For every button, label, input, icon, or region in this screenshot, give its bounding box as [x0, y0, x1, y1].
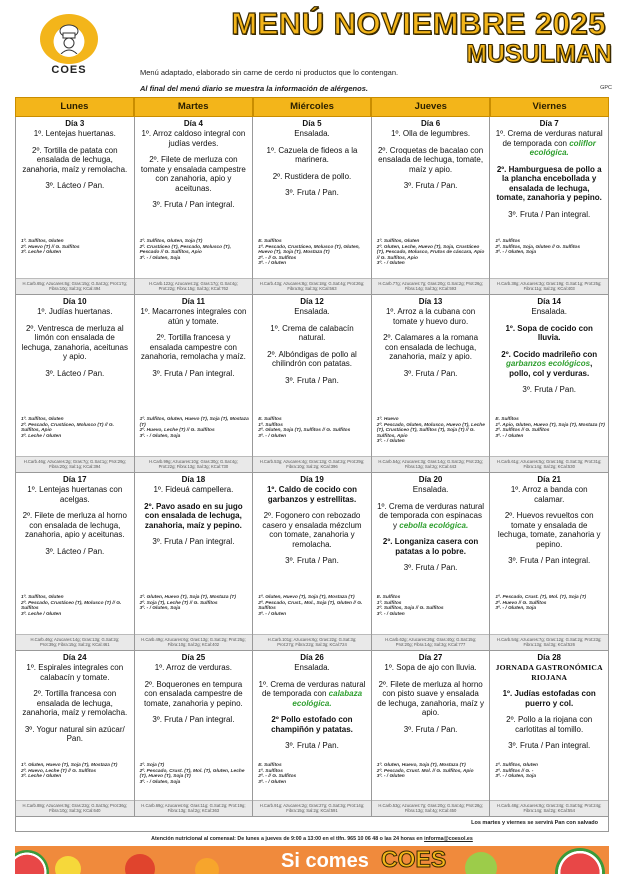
dish-text: 1º. Judías huertanas.: [37, 307, 113, 316]
dish-line: [258, 307, 366, 317]
eco-ingredient: coliflor ecológica.: [529, 138, 596, 157]
allergen-info: 1º. Gluten, Huevo (T), Soja (T), Mostaza (T) 2º. Pescado, Crust., Mol., Soja (T), Gluten // G. Sulfitos 3º. - / Gluten: [258, 595, 363, 617]
dish-text: 3º. Lácteo / Pan.: [45, 181, 105, 190]
dish-line: [140, 502, 248, 531]
dish-text: 1º. Crema de verduras natural de temporada con: [495, 129, 603, 148]
dish-text: 2º. Boquerones en tempura con ensalada campestre de tomate, zanahoria y pepino.: [144, 679, 243, 708]
day-number: Día 10: [63, 297, 87, 306]
week-row: [15, 473, 609, 651]
contact-email[interactable]: informa@coesol.es: [424, 836, 473, 842]
dish-text: 3º. Fruta / Pan.: [403, 563, 458, 572]
allergen-info: 1º. Gluten, Huevo (T), Soja (T), Mostaza (T) 2º. Soja (T), Leche (T) // G. Sulfitos 3º. - / Gluten, Soja: [139, 595, 236, 612]
day-cell: [490, 117, 609, 295]
nutrition-info: H.Carb.91g; Azucares:2g; Gras:27g; G.Sat:3g; Prot:14g; Fibra:15g; Sal:2g; KCal:591: [253, 800, 371, 816]
dish-line: [21, 663, 129, 682]
dish-text: 2º. Filete de merluza con tomate y ensalada campestre con zanahoria, apio y aceitunas.: [140, 155, 246, 193]
nutrition-info: H.Carb.46g; Azucares:2g; Gras:7g; G.Sat:1g; Prot:29g; Fibra:20g; Sal:1g; KCal:394: [16, 456, 134, 472]
dish-text: 3º. Fruta / Pan integral.: [508, 209, 591, 219]
dish-line: [495, 741, 603, 751]
dish-line: [21, 146, 129, 175]
dish-line: [140, 200, 248, 210]
dish-line: [495, 385, 603, 395]
dish-text: 1º. Lentejas huertanas.: [33, 129, 116, 138]
melon-icon: [465, 852, 497, 874]
weekday-header: Lunes: [15, 97, 134, 117]
nutrition-info: H.Carb.54g; Azucares:3g; Gras:14g; G.Sat:2g; Prot:23g; Fibra:13g; Sal:2g; KCal:443: [372, 456, 490, 472]
dish-text: 1º. Olla de legumbres.: [391, 129, 471, 138]
eco-ingredient: calabaza ecológica.: [292, 689, 363, 708]
dish-line: [377, 181, 485, 191]
dish-line: [377, 146, 485, 175]
day-number: Día 19: [300, 475, 324, 484]
dish-text: 1º. Lentejas huertanas con acelgas.: [27, 485, 123, 504]
allergen-info: 1º. Soja (T) 2º. Pescado, Crust. (T), Mol. (T), Gluten, Leche (T), Huevo (T), Soja (T) 3º. - / Gluten, Soja: [139, 763, 245, 785]
day-cell: [490, 651, 609, 817]
dish-line: [140, 715, 248, 725]
dish-line: [258, 146, 366, 165]
allergen-info: 1º. Sulfitos, Gluten, Huevo (T), Soja (T), Mostaza (T) 2º. Huevo, Leche (T) // G. Sulfitos 3º. - / Gluten, Soja: [139, 417, 249, 439]
day-number: Día 25: [181, 653, 206, 662]
allergen-info: E. Sulfitos 1º. Sulfitos 2º. Sulfitos, Soja // G. Sulfitos 3º. - / Gluten: [376, 595, 444, 617]
allergen-note: Al final del menú diario se muestra la información de alérgenos.: [140, 84, 368, 93]
allergen-info: 1º. Sulfitos, Gluten 2º. Gluten, Leche, Huevo (T), Soja, Crustáceo (T), Pescado, Molusco, Frutos de cáscara, Apio // G. Sulfitos, Apio 3º. - / Gluten: [376, 239, 485, 267]
dish-line: [21, 324, 129, 362]
day-cell: [490, 473, 609, 651]
dish-line: [377, 485, 485, 495]
dish-line: [495, 715, 603, 734]
day-cell: [135, 473, 254, 651]
week-row: [15, 117, 609, 295]
dish-text: 2º. Tortilla francesa con ensalada de lechuga, zanahoria, maíz y remolacha.: [22, 689, 128, 717]
dish-line: [140, 333, 248, 362]
dish-text: 2º. Calamares a la romana con ensalada de lechuga, zanahoria, maíz y apio.: [383, 333, 479, 361]
day-number: Día 12: [300, 297, 324, 306]
dish-text: 3º. Fruta / Pan integral.: [152, 200, 235, 209]
day-cell: [372, 117, 491, 295]
contact-line: [15, 836, 609, 842]
dish-line: [258, 188, 366, 198]
dish-line: [495, 210, 603, 220]
dish-line: [258, 172, 366, 182]
day-number: Día 6: [421, 119, 441, 128]
weekday-header-row: [15, 97, 609, 117]
day-number: Día 14: [537, 297, 561, 306]
bread-note: Los martes y viernes se servirá Pan con salvado: [15, 816, 609, 832]
weekday-header: Martes: [134, 97, 253, 117]
nutrition-info: H.Carb.77g; Azucares:7g; Gras:20g; G.Sat:2g; Prot:26g; Fibra:14g; Sal:3g; KCal:593: [372, 278, 490, 294]
dish-line: [258, 511, 366, 549]
dish-line: [495, 129, 603, 158]
menu-subtitle: MUSULMAN: [466, 40, 612, 68]
weekday-header: Viernes: [490, 97, 609, 117]
day-cell: [16, 295, 135, 473]
day-cell: [372, 473, 491, 651]
day-number: Día 4: [183, 119, 203, 128]
day-number: Día 11: [181, 297, 205, 306]
dish-line: [495, 511, 603, 549]
allergen-info: E. Sulfitos 1º. Pescado, Crustáceo, Molusco (T), Gluten, Huevo (T), Soja (T), Mostaza (T) 2º. - // G. Sulfitos 3º. - / Gluten: [258, 239, 360, 267]
day-cell: [16, 117, 135, 295]
dish-line: [21, 369, 129, 379]
dish-text: 2º. Pollo a la riojana con carlotitas al tomillo.: [506, 715, 593, 734]
lemon-icon: [55, 856, 81, 874]
dish-line: [377, 502, 485, 531]
eco-ingredient: garbanzos ecológicos: [506, 359, 591, 368]
dish-text: 2º Pollo estofado con champiñón y patatas.: [271, 715, 353, 734]
allergen-info: 1º. Sulfitos, Gluten 2º. Pescado, Crustáceo, Molusco (T) // G. Sulfitos, Apio 3º. Leche / Gluten: [21, 417, 114, 439]
allergen-info: 1º. Sulfitos 2º. Sulfitos, Soja, Gluten // G. Sulfitos 3º. - / Gluten, Soja: [495, 239, 581, 256]
dish-text: Ensalada.: [294, 307, 330, 316]
logo-text: COES: [51, 64, 87, 76]
dish-line: [258, 376, 366, 386]
dish-line: [258, 485, 366, 504]
dish-line: [377, 725, 485, 735]
dish-line: [140, 680, 248, 709]
day-number: Día 21: [537, 475, 561, 484]
dish-line: [140, 485, 248, 495]
day-cell: [253, 651, 372, 817]
dish-line: [377, 129, 485, 139]
gpc-label: GPC: [600, 85, 612, 91]
dish-line: [377, 563, 485, 573]
allergen-info: 1º. Pescado, Crust. (T), Mol. (T), Soja (T) 2º. Huevo // G. Sulfitos 3º. - / Gluten, Soja: [495, 595, 587, 612]
dish-line: [377, 680, 485, 718]
dish-text: 2º. Albóndigas de pollo al chilindrón con patatas.: [267, 349, 357, 368]
dish-text: 2º. Filete de merluza al horno con ensalada de lechuga, zanahoria, apio y aceitunas.: [22, 511, 127, 539]
nutrition-info: H.Carb.48g; Azucares:8g; Gras:24g; G.Sat:5g; Prot:24g; Fibra:14g; Sal:2g; KCal:554: [490, 800, 608, 816]
dish-text: Ensalada.: [294, 129, 330, 138]
dish-text: 1º. Caldo de cocido con garbanzos y estrellitas.: [266, 485, 358, 504]
dish-text: 2º. Tortilla de patata con ensalada de lechuga, zanahoria, maíz y remolacha.: [22, 145, 128, 174]
allergen-info: 1º. Gluten, Huevo (T), Soja (T), Mostaza (T) 2º. Huevo, Leche (T) // G. Sulfitos 3º. Leche / Gluten: [21, 763, 118, 780]
dish-line: [21, 689, 129, 718]
dish-text: 2º. Rustidera de pollo.: [272, 171, 352, 181]
day-cell: [135, 295, 254, 473]
tomato-icon: [125, 854, 155, 874]
dish-text: 3º. Fruta / Pan integral.: [152, 715, 235, 724]
allergen-info: 1º. Sulfitos, Gluten 2º. Pescado, Crustáceo (T), Molusco (T) // G. Sulfitos 3º. Leche / Gluten: [21, 595, 122, 617]
chef-icon: [57, 24, 81, 54]
week-row: [15, 651, 609, 817]
dish-text: 2º. Ventresca de merluza al limón con ensalada de lechuga, zanahoria, aceitunas y apio.: [21, 323, 128, 361]
brand-text: COES: [381, 846, 447, 872]
nutrition-info: H.Carb.54g; Azucares:7g; Gras:12g; G.Sat:2g; Prot:23g; Fibra:13g; Sal:3g; KCal:526: [490, 634, 608, 650]
nutrition-info: H.Carb.53g; Azucares:7g; Gras:20g; G.Sat:4g; Prot:28g; Fibra:13g; Sal:4g; KCal:450: [372, 800, 490, 816]
weeks-container: [15, 117, 609, 817]
dish-line: [495, 556, 603, 566]
dish-text: 3º. Fruta / Pan integral.: [152, 537, 235, 546]
dish-line: [140, 129, 248, 148]
dish-text: 2º. Pavo asado en su jugo con ensalada de lechuga, zanahoria, maíz y pepino.: [144, 501, 243, 530]
dish-text: 3º. Fruta / Pan.: [285, 741, 339, 750]
dish-line: [258, 129, 366, 139]
watermelon-icon: [15, 850, 49, 874]
day-number: Día 13: [418, 297, 443, 306]
dish-text: 3º. Yogur natural sin azúcar/ Pan.: [24, 724, 125, 743]
nutrition-info: H.Carb.61g; Azucares:5g; Gras:16g; G.Sat:3g; Prot:31g; Fibra:14g; Sal:2g; KCal:530: [490, 456, 608, 472]
dish-text: 2º. Huevos revueltos con tomate y ensalada de lechuga, tomate, zanahoria y pepino.: [497, 511, 601, 549]
dish-text: Ensalada.: [294, 663, 330, 672]
nutrition-info: H.Carb.43g; Azucares:8g; Gras:18g; G.Sat:4g; Prot:26g; Fibra:8g; Sal:3g; KCal:563: [253, 278, 371, 294]
dish-text: Ensalada.: [412, 485, 449, 494]
dish-line: [140, 663, 248, 673]
menu-title: MENÚ NOVIEMBRE 2025: [231, 6, 606, 41]
nutrition-info: H.Carb.88g; Azucares:9g; Gras:22g; G.Sat:5g; Prot:36g; Fibra:10g; Sal:3g; KCal:640: [16, 800, 134, 816]
day-cell: [16, 651, 135, 817]
dish-text: 1º. Arroz caldoso integral con judías verdes.: [141, 129, 246, 148]
dish-text: 3º. Fruta / Pan.: [285, 188, 339, 197]
nutrition-info: H.Carb.99g; Azucares:10g; Gras:30g; G.Sat:4g; Prot:22g; Fibra:13g; Sal:3g; KCal:730: [135, 456, 253, 472]
dish-line: [495, 324, 603, 343]
contact-text: Atención nutricional al comensal: De lunes a jueves de 9:00 a 13:00 en el tlfn. 965 10 06 48 o las 24 horas en: [151, 836, 423, 842]
dish-text: 3º. Fruta / Pan.: [403, 181, 458, 190]
dish-text: 1º. Arroz a banda con calamar.: [510, 485, 588, 504]
dish-line: [377, 333, 485, 362]
dish-line: [258, 680, 366, 709]
dish-line: [258, 741, 366, 751]
eco-ingredient: cebolla ecológica.: [399, 520, 469, 530]
day-number: Día 26: [300, 653, 324, 662]
day-cell: [16, 473, 135, 651]
menu-note: Menú adaptado, elaborado sin carne de cerdo ni productos que lo contengan.: [140, 68, 399, 77]
dish-text: 1º. Sopa de ajo con lluvia.: [384, 663, 477, 672]
allergen-info: 1º. Huevo 2º. Pescado, Gluten, Molusco, Huevo (T), Leche (T), Crustáceo (T), Sulfitos (T), Soja (T) // G. Sulfitos, Apio 3º. - / Gluten: [376, 417, 485, 445]
dish-text: 1º. Crema de verduras natural de temporada con espinacas y: [377, 501, 485, 530]
day-number: Día 28: [537, 653, 561, 662]
allergen-info: E. Sulfitos 1º. Sulfitos 2º. - // G. Sulfitos 3º. - / Gluten: [258, 763, 297, 785]
day-cell: [135, 651, 254, 817]
dish-text: 2º. Tortilla francesa y ensalada campestre con zanahoria, remolacha y maíz.: [140, 333, 246, 361]
dish-text: Ensalada.: [531, 307, 567, 316]
dish-text: 2º. Croquetas de bacalao con ensalada de lechuga, tomate, maíz y apio.: [377, 145, 484, 174]
day-number: Día 5: [302, 119, 322, 128]
slogan-text: Si comes: [281, 850, 369, 872]
nutrition-info: H.Carb.49g; Azucares:6g; Gras:13g; G.Sat:2g; Prot:25g; Fibra:10g; Sal:2g; KCal:402: [135, 634, 253, 650]
dish-text: 2º. Filete de merluza al horno con pisto suave y ensalada de lechuga, zanahoria, maíz y apio.: [377, 679, 484, 717]
nutrition-info: H.Carb.122g; Azucares:2g; Gras:17g; G.Sat:4g; Prot:22g; Fibra:15g; Sal:3g; KCal:762: [135, 278, 253, 294]
dish-line: [140, 307, 248, 326]
nutrition-info: H.Carb.53g; Azucares:4g; Gras:13g; G.Sat:2g; Prot:29g; Fibra:10g; Sal:2g; KCal:396: [253, 456, 371, 472]
day-cell: [490, 295, 609, 473]
dish-line: [258, 350, 366, 369]
nutrition-info: H.Carb.46g; Azucares:14g; Gras:13g; G.Sat:2g; Prot:39g; Fibra:15g; Sal:2g; KCal:461: [16, 634, 134, 650]
day-cell: [253, 473, 372, 651]
nutrition-info: H.Carb.69g; Azucares:6g; Gras:11g; G.Sat:2g; Prot:19g; Fibra:13g; Sal:2g; KCal:363: [135, 800, 253, 816]
dish-line: [495, 165, 603, 203]
dish-line: [258, 663, 366, 673]
dish-line: [258, 324, 366, 343]
menu-grid: [15, 97, 609, 817]
footer-banner: [15, 846, 609, 874]
dish-text: 1º. Arroz a la cubana con tomate y huevo duro.: [385, 307, 476, 326]
dish-text: 3º. Fruta / Pan integral.: [152, 368, 235, 378]
day-number: Día 24: [63, 653, 87, 662]
coes-logo: [28, 14, 110, 80]
day-number: Día 18: [181, 475, 206, 484]
dish-text: 3º. Fruta / Pan.: [285, 556, 339, 565]
dish-text: 2º. Fogonero con rebozado casero y ensalada mézclum con tomate, zanahoria y remolacha.: [262, 511, 362, 549]
dish-text: 1º. Judías estofadas con puerro y col.: [502, 689, 596, 708]
day-number: Día 20: [418, 475, 443, 484]
allergen-info: E. Sulfitos 1º. Sulfitos 2º. Gluten, Soja (T), Sulfitos // G. Sulfitos 3º. - / Gluten: [258, 417, 351, 439]
day-cell: [372, 651, 491, 817]
dish-line: [140, 155, 248, 193]
dish-text: 1º. Arroz de verduras.: [154, 663, 232, 672]
dish-text: 1º. Sopa de cocido con lluvia.: [505, 323, 593, 342]
dish-line: [258, 715, 366, 734]
weekday-header: Miércoles: [253, 97, 372, 117]
dish-line: [495, 485, 603, 504]
day-number: Día 3: [65, 119, 85, 128]
dish-text: 2º. Longaniza casera con patatas a lo pobre.: [382, 537, 479, 556]
dish-text: 3º. Lácteo / Pan.: [45, 368, 105, 378]
dish-text: 3º. Fruta / Pan integral.: [508, 741, 591, 750]
day-cell: [253, 295, 372, 473]
dish-line: [495, 689, 603, 708]
weekday-header: Jueves: [371, 97, 490, 117]
day-number: Día 17: [63, 475, 87, 484]
header: [0, 0, 624, 96]
dish-line: [21, 725, 129, 744]
allergen-info: 1º. Sulfitos, Gluten 2º. Huevo (T) // G. Sulfitos 3º. Leche / Gluten: [21, 239, 80, 256]
nutrition-info: H.Carb.101g; Azucares:6g; Gras:22g; G.Sat:3g; Prot:27g; Fibra:22g; Sal:3g; KCal:724: [253, 634, 371, 650]
dish-text-tail: , pollo, col y verduras.: [509, 359, 593, 378]
dish-line: [21, 485, 129, 504]
dish-line: [21, 511, 129, 540]
dish-text: 2º. Cocido madrileño con: [501, 349, 598, 359]
watermelon-icon: [555, 848, 605, 874]
dish-line: [140, 537, 248, 547]
dish-line: [258, 556, 366, 566]
allergen-info: 1º. Sulfitos, Gluten 2º. Sulfitos // G. - 3º. - / Gluten, Soja: [495, 763, 538, 780]
dish-line: [495, 350, 603, 379]
dish-line: [21, 547, 129, 557]
dish-text: 3º. Fruta / Pan.: [285, 375, 339, 385]
nutrition-info: H.Carb.38g; Azucares:3g; Gras:19g; G.Sat:1g; Prot:25g; Fibra:11g; Sal:2g; KCal:403: [490, 278, 608, 294]
orange-icon: [195, 858, 219, 874]
dish-text: 1º. Macarrones integrales con atún y tomate.: [140, 307, 247, 326]
dish-text: 1º. Espirales integrales con calabacín y tomate.: [26, 663, 124, 682]
dish-line: [377, 307, 485, 326]
dish-line: [21, 181, 129, 191]
dish-line: [377, 663, 485, 673]
dish-text: 1º. Cazuela de fideos a la marinera.: [266, 145, 358, 164]
dish-text: 2º. Hamburguesa de pollo a la plancha encebollada y ensalada de lechuga, tomate, zanahoria y pepino.: [496, 164, 602, 202]
nutrition-info: H.Carb.62g; Azucares:26g; Gras:40g; G.Sat:15g; Prot:20g; Fibra:14g; Sal:3g; KCal:777: [372, 634, 490, 650]
dish-line: [140, 369, 248, 379]
dish-line: [377, 537, 485, 556]
dish-line: [377, 369, 485, 379]
dish-text: 3º. Fruta / Pan.: [403, 724, 458, 734]
dish-text: 3º. Fruta / Pan.: [403, 368, 458, 378]
dish-text: 3º. Fruta / Pan integral.: [508, 556, 591, 565]
dish-text: 3º. Lácteo / Pan.: [45, 546, 105, 556]
allergen-info: 1º. Sulfitos, Gluten, Soja (T) 2º. Crustáceo (T), Pescado, Molusco (T), Pescado // G. Sulfitos, Apio 3º. - / Gluten, Soja: [139, 239, 231, 261]
dish-line: [21, 129, 129, 139]
day-cell: [372, 295, 491, 473]
day-cell: [253, 117, 372, 295]
week-row: [15, 295, 609, 473]
day-number: Día 27: [418, 653, 443, 662]
special-event-title: JORNADA GASTRONÓMICA RIOJANA: [495, 663, 603, 682]
nutrition-info: H.Carb.65g; Azucares:6g; Gras:15g; G.Sat:2g; Prot:17g; Fibra:10g; Sal:2g; KCal:494: [16, 278, 134, 294]
dish-text: 1º. Crema de calabacín natural.: [270, 323, 354, 342]
allergen-info: 1º. Gluten, Huevo, Soja (T), Mostaza (T) 2º. Pescado, Crust. Mol. // G. Sulfitos, Apio 3º. - / Gluten: [376, 763, 474, 780]
dish-text: 3º. Fruta / Pan.: [522, 385, 576, 394]
day-number: Día 7: [539, 119, 559, 128]
dish-line: [495, 307, 603, 317]
dish-line: [21, 307, 129, 317]
day-cell: [135, 117, 254, 295]
dish-text: 1º. Fideuá campellera.: [153, 485, 234, 494]
allergen-info: E. Sulfitos 1º. Apio, Gluten, Huevo (T), Soja (T), Mostaza (T) 2º. Sulfitos // G. Sulfitos 3º. - / Gluten: [495, 417, 605, 439]
dish-text: 1º. Crema de verduras natural de temporada con: [258, 679, 366, 698]
